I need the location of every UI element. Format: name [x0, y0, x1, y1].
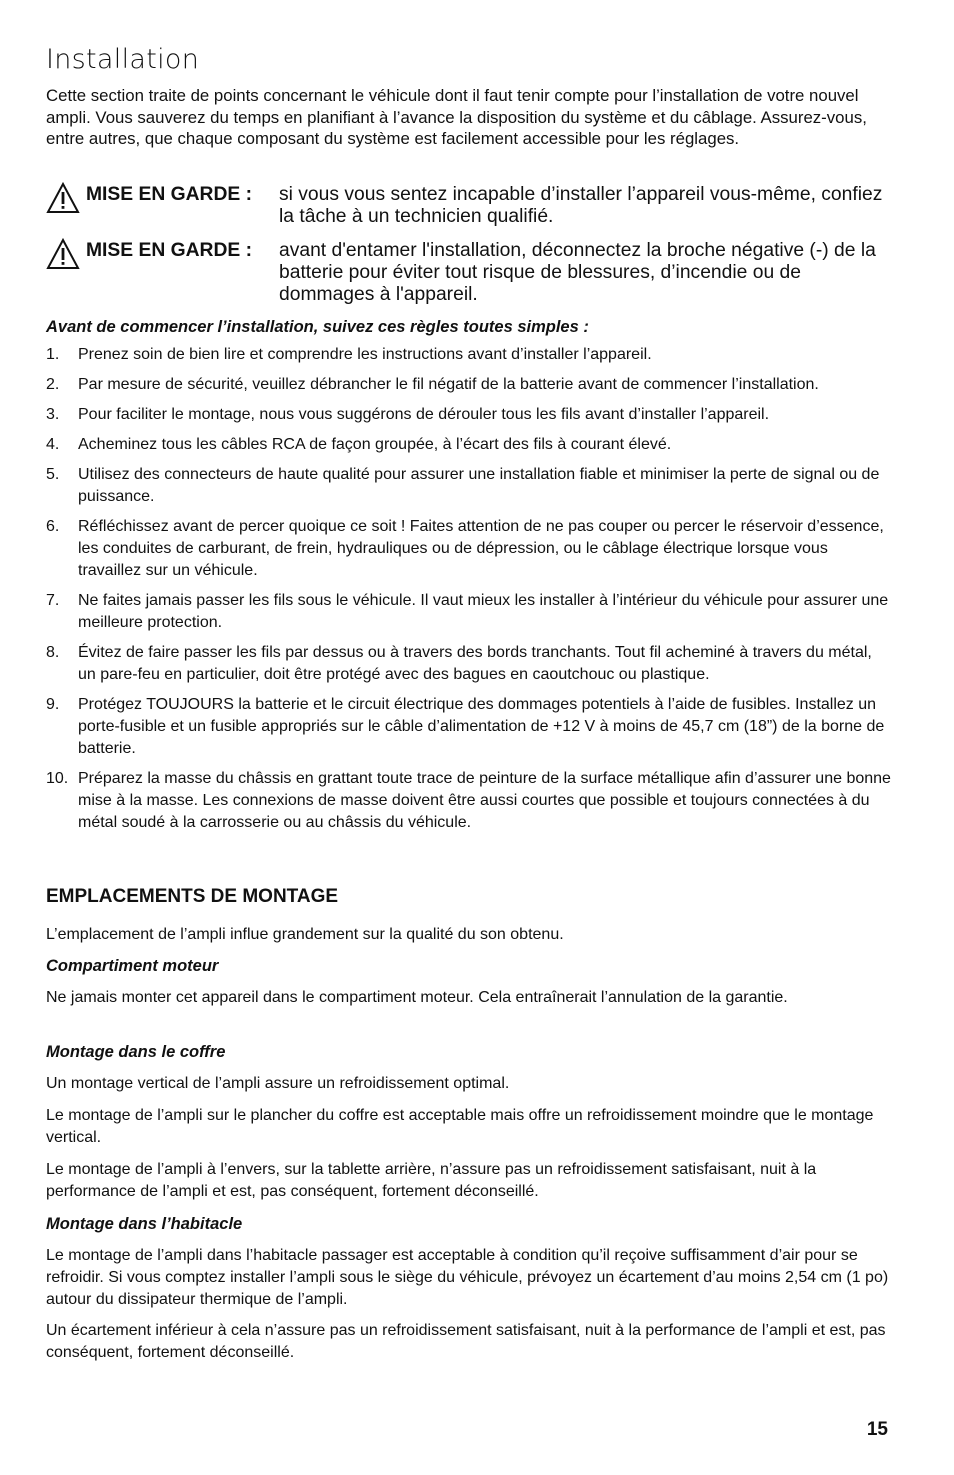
engine-heading: Compartiment moteur [46, 957, 219, 975]
warning-label: MISE EN GARDE : [86, 240, 253, 261]
item-text: Pour faciliter le montage, nous vous suggérons de dérouler tous les fils avant d’installer l’appareil. [78, 406, 770, 423]
list-item [46, 344, 891, 366]
warning-text: si vous vous sentez incapable d’installer l’appareil vous-même, confiez la tâche à un technicien qualifié. [279, 184, 883, 227]
item-number: 5. [46, 466, 60, 483]
list-item [46, 694, 891, 760]
list-item [46, 404, 891, 426]
item-text: Utilisez des connecteurs de haute qualité pour assurer une installation fiable et minimiser la perte de signal ou de puissance. [78, 466, 880, 505]
rules-list [46, 344, 891, 842]
warning-triangle-icon [46, 240, 86, 306]
item-text: Ne faites jamais passer les fils sous le véhicule. Il vaut mieux les installer à l’intérieur du véhicule pour assurer une meilleure protection. [78, 592, 889, 631]
item-number: 10. [46, 770, 69, 787]
cabin-heading: Montage dans l’habitacle [46, 1215, 243, 1233]
list-item [46, 434, 891, 456]
cabin-paragraph-2: Un écartement inférieur à cela n’assure pas un refroidissement satisfaisant, nuit à la performance de l’ampli et est, pas conséquent, fortement déconseillé. [46, 1322, 886, 1361]
trunk-paragraph-1: Un montage vertical de l’ampli assure un refroidissement optimal. [46, 1075, 510, 1092]
item-number: 6. [46, 518, 60, 535]
item-text: Par mesure de sécurité, veuillez débrancher le fil négatif de la batterie avant de commencer l’installation. [78, 376, 819, 393]
mounting-heading: EMPLACEMENTS DE MONTAGE [46, 886, 339, 907]
intro-paragraph: Cette section traite de points concernant le véhicule dont il faut tenir compte pour l’installation de votre nouvel ampli. Vous sauverez du temps en planifiant à l’avance la disposition du système et du câblage. Assurez-vous, entre autres, que chaque composant du système est facilement accessible pour les réglages. [46, 86, 867, 148]
page-number: 15 [866, 1419, 888, 1440]
item-number: 8. [46, 644, 60, 661]
list-item [46, 464, 891, 508]
cabin-paragraph-1: Le montage de l’ampli dans l’habitacle passager est acceptable à condition qu’il reçoive suffisamment d’air pour se refroidir. Si vous comptez installer l’ampli sous le siège du véhicule, prévoyez un écartement d’au moins 2,54 cm (1 po) autour du dissipateur thermique de l’ampli. [46, 1247, 889, 1308]
trunk-paragraph-2: Le montage de l’ampli sur le plancher du coffre est acceptable mais offre un refroidissement moindre que le montage vertical. [46, 1107, 874, 1146]
warning-2 [46, 240, 891, 306]
item-number: 7. [46, 592, 60, 609]
item-text: Réfléchissez avant de percer quoique ce soit ! Faites attention de ne pas couper ou percer le réservoir d’essence, les conduites de carburant, de frein, hydrauliques ou de dépression, ou le câblage électrique lorsque vous travaillez sur un véhicule. [78, 518, 884, 579]
list-item [46, 590, 891, 634]
list-item [46, 768, 891, 834]
item-number: 1. [46, 346, 60, 363]
item-number: 9. [46, 696, 60, 713]
item-text: Préparez la masse du châssis en grattant toute trace de peinture de la surface métallique afin d’assurer une bonne mise à la masse. Les connexions de masse doivent être aussi courtes que possible et toujours connectées à du métal soudé à la carrosserie ou au châssis du véhicule. [78, 770, 891, 831]
warning-label: MISE EN GARDE : [86, 184, 253, 205]
item-number: 4. [46, 436, 60, 453]
engine-text: Ne jamais monter cet appareil dans le compartiment moteur. Cela entraînerait l’annulation de la garantie. [46, 989, 788, 1006]
item-number: 2. [46, 376, 60, 393]
warning-triangle-icon [46, 184, 86, 228]
trunk-paragraph-3: Le montage de l’ampli à l’envers, sur la tablette arrière, n’assure pas un refroidissement satisfaisant, nuit à la performance de l’ampli et est, pas conséquent, fortement déconseillé. [46, 1161, 817, 1200]
page-title: Installation [46, 44, 200, 75]
warning-1 [46, 184, 891, 228]
list-item [46, 516, 891, 582]
item-text: Protégez TOUJOURS la batterie et le circuit électrique des dommages potentiels à l’aide de fusibles. Installez un porte-fusible et un fusible appropriés sur le câble d’alimentation de +12 V à moins de 45,7 cm (18”) de la borne de batterie. [78, 696, 885, 757]
item-text: Prenez soin de bien lire et comprendre les instructions avant d’installer l’appareil. [78, 346, 652, 363]
list-item [46, 374, 891, 396]
item-number: 3. [46, 406, 60, 423]
mounting-intro: L’emplacement de l’ampli influe grandement sur la qualité du son obtenu. [46, 926, 564, 943]
item-text: Acheminez tous les câbles RCA de façon groupée, à l’écart des fils à courant élevé. [78, 436, 672, 453]
warning-text: avant d'entamer l'installation, déconnectez la broche négative (-) de la batterie pour éviter tout risque de blessures, d’incendie ou de dommages à l'appareil. [279, 240, 876, 305]
list-item [46, 642, 891, 686]
rules-heading: Avant de commencer l’installation, suivez ces règles toutes simples : [46, 318, 589, 336]
trunk-heading: Montage dans le coffre [46, 1043, 226, 1061]
item-text: Évitez de faire passer les fils par dessus ou à travers des bords tranchants. Tout fil acheminé à travers du métal, un pare-feu en particulier, doit être protégé avec des bagues en caoutchouc ou plastique. [78, 644, 872, 683]
